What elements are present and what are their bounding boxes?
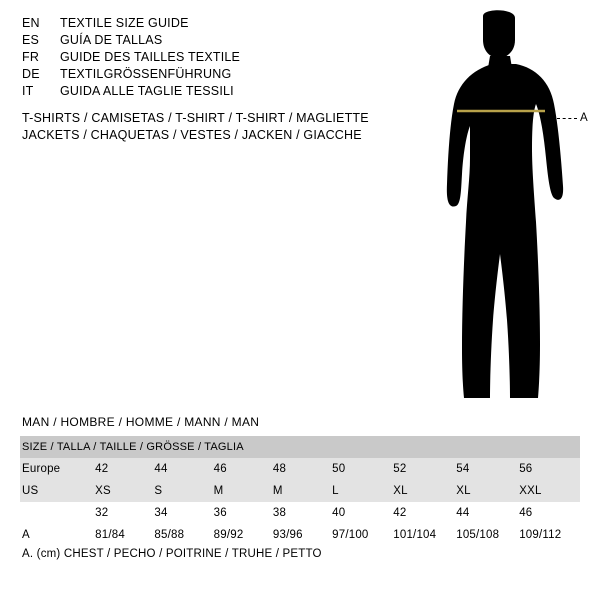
cell: 50 — [330, 458, 391, 480]
cell: 38 — [271, 502, 330, 524]
cell: M — [271, 480, 330, 502]
cell: 32 — [93, 502, 152, 524]
row-label: A — [20, 524, 93, 546]
language-text: GUIDE DES TAILLES TEXTILE — [60, 50, 241, 64]
cell: 48 — [271, 458, 330, 480]
language-text: GUIDA ALLE TAGLIE TESSILI — [60, 84, 234, 98]
cell: 97/100 — [330, 524, 391, 546]
cell: S — [152, 480, 211, 502]
cell: 44 — [454, 502, 517, 524]
cell: 105/108 — [454, 524, 517, 546]
language-code: EN — [22, 16, 40, 30]
cell: 42 — [93, 458, 152, 480]
cell: 89/92 — [212, 524, 271, 546]
language-list — [22, 16, 362, 101]
category-list — [22, 110, 422, 144]
language-text: TEXTILE SIZE GUIDE — [60, 16, 189, 30]
cell: 109/112 — [517, 524, 580, 546]
footnote: A. (cm) CHEST / PECHO / POITRINE / TRUHE / PETTO — [22, 548, 322, 560]
category-jackets: JACKETS / CHAQUETAS / VESTES / JACKEN / GIACCHE — [22, 128, 362, 142]
language-code: DE — [22, 67, 40, 81]
cell: 56 — [517, 458, 580, 480]
cell: 42 — [391, 502, 454, 524]
table-header-row — [20, 436, 580, 458]
row-label: US — [20, 480, 93, 502]
cell: XL — [454, 480, 517, 502]
cell: 101/104 — [391, 524, 454, 546]
language-text: TEXTILGRÖSSENFÜHRUNG — [60, 67, 232, 81]
table-header-label: SIZE / TALLA / TAILLE / GRÖSSE / TAGLIA — [20, 436, 580, 458]
cell: XS — [93, 480, 152, 502]
cell: 46 — [517, 502, 580, 524]
size-table-section — [20, 415, 580, 546]
cell: 40 — [330, 502, 391, 524]
cell: 36 — [212, 502, 271, 524]
language-code: ES — [22, 33, 40, 47]
language-row — [22, 16, 362, 33]
language-row — [22, 84, 362, 101]
row-label — [20, 502, 93, 524]
cell: XL — [391, 480, 454, 502]
language-code: IT — [22, 84, 34, 98]
cell: 54 — [454, 458, 517, 480]
table-row — [20, 480, 580, 502]
cell: 85/88 — [152, 524, 211, 546]
table-title: MAN / HOMBRE / HOMME / MANN / MAN — [22, 415, 260, 429]
language-text: GUÍA DE TALLAS — [60, 33, 163, 47]
marker-dash-line — [557, 118, 577, 120]
table-row — [20, 458, 580, 480]
size-table — [20, 436, 580, 546]
language-code: FR — [22, 50, 40, 64]
cell: 52 — [391, 458, 454, 480]
cell: 46 — [212, 458, 271, 480]
cell: 44 — [152, 458, 211, 480]
cell: 93/96 — [271, 524, 330, 546]
language-row — [22, 50, 362, 67]
measure-marker-label: A — [580, 112, 588, 124]
cell: XXL — [517, 480, 580, 502]
cell: M — [212, 480, 271, 502]
language-row — [22, 33, 362, 50]
cell: L — [330, 480, 391, 502]
table-row — [20, 524, 580, 546]
cell: 81/84 — [93, 524, 152, 546]
cell: 34 — [152, 502, 211, 524]
category-tshirts: T-SHIRTS / CAMISETAS / T-SHIRT / T-SHIRT / MAGLIETTE — [22, 111, 369, 125]
language-row — [22, 67, 362, 84]
male-silhouette-figure — [420, 8, 595, 408]
row-label: Europe — [20, 458, 93, 480]
silhouette-icon — [420, 8, 595, 408]
table-row — [20, 502, 580, 524]
